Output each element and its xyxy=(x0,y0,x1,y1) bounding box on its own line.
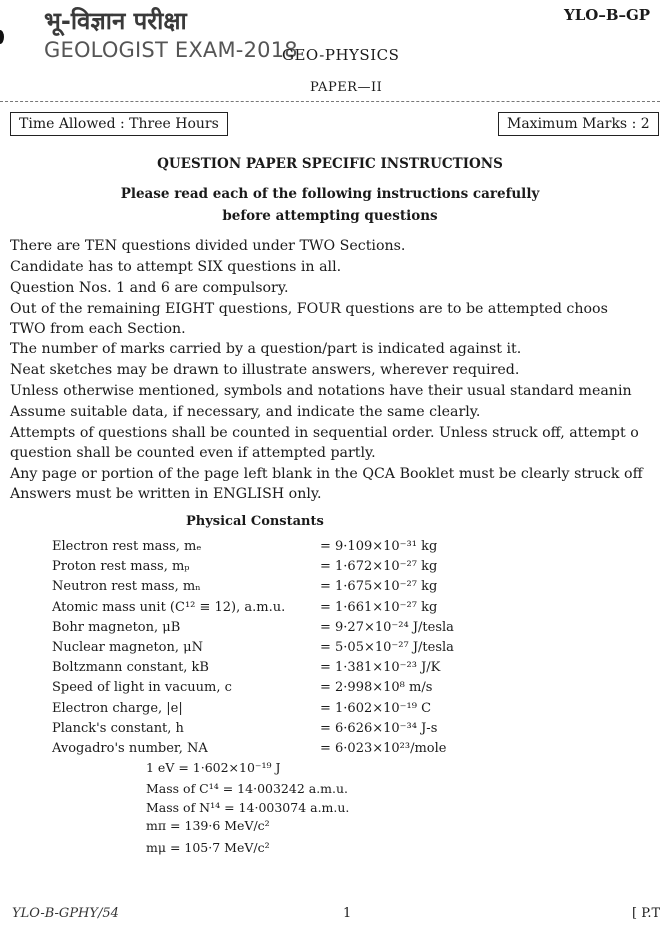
constant-value: = 6·626×10⁻³⁴ J-s xyxy=(320,720,438,736)
constants-title: Physical Constants xyxy=(186,514,324,529)
instruction-line: Candidate has to attempt SIX questions in all. xyxy=(10,259,342,275)
constant-value: = 1·675×10⁻²⁷ kg xyxy=(320,579,438,595)
exam-title: GEOLOGIST EXAM-2018 xyxy=(44,38,298,62)
constant-label: Atomic mass unit (C¹² ≡ 12), a.m.u. xyxy=(52,599,286,615)
constant-label: Neutron rest mass, mₙ xyxy=(52,579,201,595)
constant-label: Electron charge, |e| xyxy=(52,700,183,716)
constant-value: = 1·672×10⁻²⁷ kg xyxy=(320,559,438,575)
constant-value: = 9·109×10⁻³¹ kg xyxy=(320,539,438,554)
constant-value: = 9·27×10⁻²⁴ J/tesla xyxy=(320,619,454,635)
hindi-exam-title: भू-विज्ञान परीक्षा xyxy=(44,7,187,35)
instructions-subtitle-1: Please read each of the following instructions carefully xyxy=(120,186,540,202)
extra-constant: 1 eV = 1·602×10⁻¹⁹ J xyxy=(146,760,281,775)
instruction-line: Answers must be written in ENGLISH only. xyxy=(10,486,322,502)
instruction-line: Out of the remaining EIGHT questions, FOUR questions are to be attempted choos xyxy=(10,301,608,317)
extra-constant: mπ = 139·6 MeV/c² xyxy=(146,818,270,833)
page-number: 1 xyxy=(343,906,352,921)
instruction-line: Neat sketches may be drawn to illustrate answers, wherever required. xyxy=(10,362,520,378)
constant-label: Speed of light in vacuum, c xyxy=(52,680,232,696)
constant-value: = 2·998×10⁸ m/s xyxy=(320,680,433,696)
constant-label: Proton rest mass, mₚ xyxy=(52,559,190,575)
constant-label: Boltzmann constant, kB xyxy=(52,660,209,676)
maximum-marks-box: Maximum Marks : 2 xyxy=(498,112,659,136)
instruction-line: question shall be counted even if attempted partly. xyxy=(10,445,376,461)
constant-label: Planck's constant, h xyxy=(52,720,184,736)
please-turn-over: [ P.T xyxy=(632,906,660,921)
extra-constant: Mass of N¹⁴ = 14·003074 a.m.u. xyxy=(146,800,350,815)
instruction-line: There are TEN questions divided under TWO Sections. xyxy=(10,238,406,254)
instructions-title: QUESTION PAPER SPECIFIC INSTRUCTIONS xyxy=(157,156,503,172)
constant-value: = 6·023×10²³/mole xyxy=(320,741,447,756)
instruction-line: Assume suitable data, if necessary, and indicate the same clearly. xyxy=(10,404,481,420)
instruction-line: TWO from each Section. xyxy=(10,321,186,337)
subject-title: GEO-PHYSICS xyxy=(282,46,400,64)
instruction-line: Unless otherwise mentioned, symbols and notations have their usual standard meanin xyxy=(10,383,632,399)
instruction-line: The number of marks carried by a question/part is indicated against it. xyxy=(10,341,522,357)
instruction-line: Any page or portion of the page left blank in the QCA Booklet must be clearly struck off xyxy=(10,466,643,482)
extra-constant: Mass of C¹⁴ = 14·003242 a.m.u. xyxy=(146,781,349,796)
paper-code: YLO–B–GP xyxy=(564,6,651,24)
margin-mark xyxy=(0,30,4,44)
constant-label: Nuclear magneton, μN xyxy=(52,640,203,655)
constant-label: Avogadro's number, NA xyxy=(52,741,208,756)
header-divider xyxy=(0,101,660,102)
constant-label: Electron rest mass, mₑ xyxy=(52,539,202,554)
constant-value: = 1·661×10⁻²⁷ kg xyxy=(320,599,438,615)
extra-constant: mμ = 105·7 MeV/c² xyxy=(146,840,270,855)
footer-code: YLO-B-GPHY/54 xyxy=(12,906,119,921)
constant-value: = 1·381×10⁻²³ J/K xyxy=(320,660,441,676)
constant-label: Bohr magneton, μB xyxy=(52,619,181,635)
constant-value: = 5·05×10⁻²⁷ J/tesla xyxy=(320,640,454,655)
instruction-line: Question Nos. 1 and 6 are compulsory. xyxy=(10,280,289,296)
instruction-line: Attempts of questions shall be counted in sequential order. Unless struck off, attempt o xyxy=(10,425,639,441)
time-allowed-box: Time Allowed : Three Hours xyxy=(10,112,228,136)
constant-value: = 1·602×10⁻¹⁹ C xyxy=(320,700,432,716)
instructions-subtitle-2: before attempting questions xyxy=(222,208,438,224)
paper-number: PAPER—II xyxy=(310,80,383,95)
